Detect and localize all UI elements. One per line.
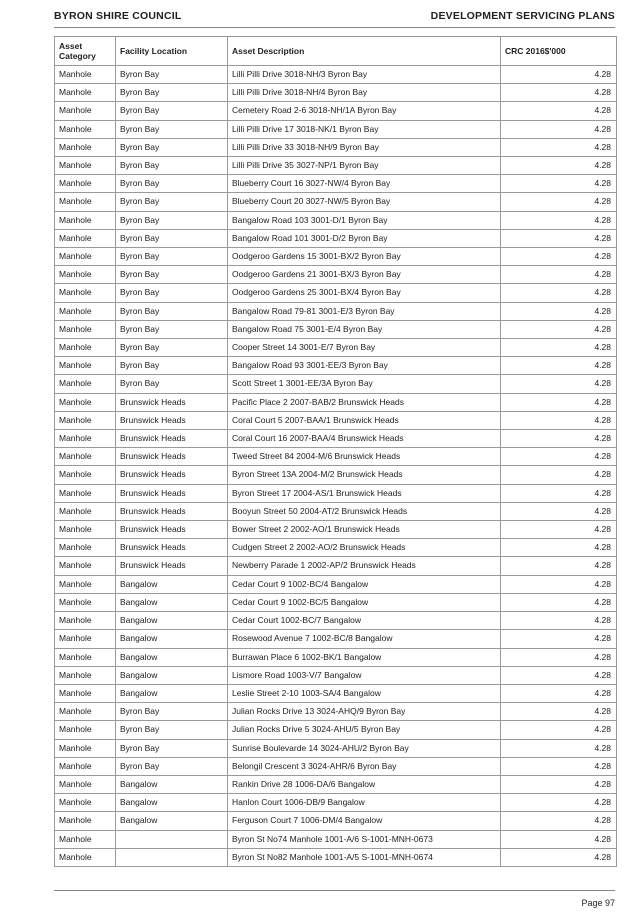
facility-location-cell: Brunswick Heads — [116, 557, 228, 575]
facility-location-cell: Brunswick Heads — [116, 502, 228, 520]
crc-value-cell: 4.28 — [501, 575, 617, 593]
asset-category-cell: Manhole — [55, 248, 116, 266]
asset-category-cell: Manhole — [55, 775, 116, 793]
table-row — [55, 357, 617, 375]
asset-description-cell: Byron St No74 Manhole 1001-A/6 S-1001-MNH-0673 — [228, 830, 501, 848]
asset-description-cell: Byron Street 13A 2004-M/2 Brunswick Heads — [228, 466, 501, 484]
asset-description-cell: Bangalow Road 101 3001-D/2 Byron Bay — [228, 229, 501, 247]
asset-description-cell: Cedar Court 9 1002-BC/5 Bangalow — [228, 593, 501, 611]
crc-value-cell: 4.28 — [501, 484, 617, 502]
crc-value-cell: 4.28 — [501, 812, 617, 830]
table-row — [55, 703, 617, 721]
crc-value-cell: 4.28 — [501, 430, 617, 448]
table-row — [55, 721, 617, 739]
asset-description-cell: Bangalow Road 93 3001-EE/3 Byron Bay — [228, 357, 501, 375]
asset-category-cell: Manhole — [55, 466, 116, 484]
asset-description-cell: Cemetery Road 2-6 3018-NH/1A Byron Bay — [228, 102, 501, 120]
table-row — [55, 339, 617, 357]
table-row — [55, 630, 617, 648]
crc-value-cell: 4.28 — [501, 666, 617, 684]
table-row — [55, 539, 617, 557]
facility-location-cell: Bangalow — [116, 612, 228, 630]
facility-location-cell: Byron Bay — [116, 157, 228, 175]
crc-value-cell: 4.28 — [501, 848, 617, 866]
table-row — [55, 739, 617, 757]
facility-location-cell: Byron Bay — [116, 102, 228, 120]
asset-category-cell: Manhole — [55, 411, 116, 429]
crc-value-cell: 4.28 — [501, 794, 617, 812]
asset-category-cell: Manhole — [55, 448, 116, 466]
table-row — [55, 138, 617, 156]
asset-category-cell: Manhole — [55, 703, 116, 721]
asset-description-cell: Bangalow Road 75 3001-E/4 Byron Bay — [228, 320, 501, 338]
asset-description-cell: Bangalow Road 103 3001-D/1 Byron Bay — [228, 211, 501, 229]
asset-category-cell: Manhole — [55, 339, 116, 357]
facility-location-cell: Byron Bay — [116, 248, 228, 266]
asset-category-cell: Manhole — [55, 739, 116, 757]
asset-category-cell: Manhole — [55, 648, 116, 666]
facility-location-cell: Bangalow — [116, 684, 228, 702]
asset-description-cell: Bangalow Road 79-81 3001-E/3 Byron Bay — [228, 302, 501, 320]
asset-description-cell: Rankin Drive 28 1006-DA/6 Bangalow — [228, 775, 501, 793]
crc-value-cell: 4.28 — [501, 703, 617, 721]
asset-description-cell: Oodgeroo Gardens 15 3001-BX/2 Byron Bay — [228, 248, 501, 266]
facility-location-cell: Brunswick Heads — [116, 521, 228, 539]
facility-location-cell: Byron Bay — [116, 66, 228, 84]
asset-description-cell: Lilli Pilli Drive 3018-NH/3 Byron Bay — [228, 66, 501, 84]
crc-value-cell: 4.28 — [501, 502, 617, 520]
asset-description-cell: Lilli Pilli Drive 3018-NH/4 Byron Bay — [228, 84, 501, 102]
asset-description-cell: Lilli Pilli Drive 33 3018-NH/9 Byron Bay — [228, 138, 501, 156]
table-header-row — [55, 37, 617, 66]
facility-location-cell: Bangalow — [116, 648, 228, 666]
facility-location-cell: Byron Bay — [116, 302, 228, 320]
asset-description-cell: Cedar Court 9 1002-BC/4 Bangalow — [228, 575, 501, 593]
facility-location-cell: Brunswick Heads — [116, 539, 228, 557]
asset-category-cell: Manhole — [55, 502, 116, 520]
asset-category-cell: Manhole — [55, 757, 116, 775]
asset-description-cell: Pacific Place 2 2007-BAB/2 Brunswick Heads — [228, 393, 501, 411]
asset-category-cell: Manhole — [55, 557, 116, 575]
asset-description-cell: Julian Rocks Drive 5 3024-AHU/5 Byron Bay — [228, 721, 501, 739]
asset-description-cell: Coral Court 5 2007-BAA/1 Brunswick Heads — [228, 411, 501, 429]
table-row — [55, 84, 617, 102]
crc-value-cell: 4.28 — [501, 357, 617, 375]
asset-category-cell: Manhole — [55, 830, 116, 848]
crc-value-cell: 4.28 — [501, 539, 617, 557]
facility-location-cell: Byron Bay — [116, 138, 228, 156]
crc-value-cell: 4.28 — [501, 284, 617, 302]
facility-location-cell: Bangalow — [116, 812, 228, 830]
table-row — [55, 557, 617, 575]
table-row — [55, 411, 617, 429]
asset-description-cell: Tweed Street 84 2004-M/6 Brunswick Heads — [228, 448, 501, 466]
asset-category-cell: Manhole — [55, 84, 116, 102]
crc-value-cell: 4.28 — [501, 739, 617, 757]
crc-value-cell: 4.28 — [501, 211, 617, 229]
table-row — [55, 211, 617, 229]
table-row — [55, 612, 617, 630]
asset-category-cell: Manhole — [55, 266, 116, 284]
asset-category-cell: Manhole — [55, 175, 116, 193]
table-row — [55, 575, 617, 593]
asset-category-cell: Manhole — [55, 666, 116, 684]
table-row — [55, 466, 617, 484]
table-row — [55, 120, 617, 138]
facility-location-cell: Brunswick Heads — [116, 484, 228, 502]
asset-category-cell: Manhole — [55, 593, 116, 611]
crc-value-cell: 4.28 — [501, 630, 617, 648]
crc-value-cell: 4.28 — [501, 84, 617, 102]
table-row — [55, 684, 617, 702]
facility-location-cell: Brunswick Heads — [116, 393, 228, 411]
asset-category-cell: Manhole — [55, 138, 116, 156]
column-header-asset-description: Asset Description — [228, 37, 501, 66]
facility-location-cell: Brunswick Heads — [116, 411, 228, 429]
asset-category-cell: Manhole — [55, 302, 116, 320]
table-row — [55, 375, 617, 393]
asset-description-cell: Oodgeroo Gardens 21 3001-BX/3 Byron Bay — [228, 266, 501, 284]
table-row — [55, 484, 617, 502]
asset-category-cell: Manhole — [55, 721, 116, 739]
crc-value-cell: 4.28 — [501, 193, 617, 211]
facility-location-cell — [116, 848, 228, 866]
facility-location-cell — [116, 830, 228, 848]
asset-description-cell: Oodgeroo Gardens 25 3001-BX/4 Byron Bay — [228, 284, 501, 302]
asset-category-cell: Manhole — [55, 794, 116, 812]
page-header — [54, 10, 615, 24]
table-row — [55, 248, 617, 266]
table-row — [55, 502, 617, 520]
crc-value-cell: 4.28 — [501, 302, 617, 320]
table-row — [55, 66, 617, 84]
crc-value-cell: 4.28 — [501, 66, 617, 84]
asset-description-cell: Cudgen Street 2 2002-AO/2 Brunswick Heads — [228, 539, 501, 557]
asset-category-cell: Manhole — [55, 484, 116, 502]
table-row — [55, 521, 617, 539]
asset-category-cell: Manhole — [55, 612, 116, 630]
asset-description-cell: Coral Court 16 2007-BAA/4 Brunswick Heads — [228, 430, 501, 448]
crc-value-cell: 4.28 — [501, 339, 617, 357]
crc-value-cell: 4.28 — [501, 612, 617, 630]
asset-category-cell: Manhole — [55, 320, 116, 338]
asset-category-cell: Manhole — [55, 812, 116, 830]
column-header-crc: CRC 2016$'000 — [501, 37, 617, 66]
asset-category-cell: Manhole — [55, 102, 116, 120]
asset-category-cell: Manhole — [55, 848, 116, 866]
table-row — [55, 430, 617, 448]
asset-description-cell: Byron Street 17 2004-AS/1 Brunswick Heads — [228, 484, 501, 502]
table-row — [55, 848, 617, 866]
crc-value-cell: 4.28 — [501, 248, 617, 266]
asset-description-cell: Belongil Crescent 3 3024-AHR/6 Byron Bay — [228, 757, 501, 775]
crc-value-cell: 4.28 — [501, 448, 617, 466]
asset-description-cell: Cooper Street 14 3001-E/7 Byron Bay — [228, 339, 501, 357]
crc-value-cell: 4.28 — [501, 266, 617, 284]
crc-value-cell: 4.28 — [501, 393, 617, 411]
table-row — [55, 593, 617, 611]
table-row — [55, 266, 617, 284]
asset-category-cell: Manhole — [55, 521, 116, 539]
table-row — [55, 175, 617, 193]
asset-description-cell: Lilli Pilli Drive 35 3027-NP/1 Byron Bay — [228, 157, 501, 175]
crc-value-cell: 4.28 — [501, 521, 617, 539]
asset-description-cell: Blueberry Court 16 3027-NW/4 Byron Bay — [228, 175, 501, 193]
asset-category-cell: Manhole — [55, 684, 116, 702]
asset-category-cell: Manhole — [55, 575, 116, 593]
asset-category-cell: Manhole — [55, 211, 116, 229]
crc-value-cell: 4.28 — [501, 557, 617, 575]
asset-description-cell: Sunrise Boulevarde 14 3024-AHU/2 Byron Bay — [228, 739, 501, 757]
facility-location-cell: Byron Bay — [116, 211, 228, 229]
table-row — [55, 284, 617, 302]
facility-location-cell: Bangalow — [116, 775, 228, 793]
crc-value-cell: 4.28 — [501, 102, 617, 120]
column-header-facility-location: Facility Location — [116, 37, 228, 66]
facility-location-cell: Byron Bay — [116, 739, 228, 757]
facility-location-cell: Bangalow — [116, 593, 228, 611]
facility-location-cell: Byron Bay — [116, 284, 228, 302]
footer-divider — [54, 890, 615, 891]
facility-location-cell: Byron Bay — [116, 721, 228, 739]
asset-description-cell: Bower Street 2 2002-AO/1 Brunswick Heads — [228, 521, 501, 539]
asset-table — [54, 36, 617, 867]
asset-description-cell: Booyun Street 50 2004-AT/2 Brunswick Heads — [228, 502, 501, 520]
asset-category-cell: Manhole — [55, 284, 116, 302]
crc-value-cell: 4.28 — [501, 684, 617, 702]
page-number: Page 97 — [581, 898, 615, 908]
facility-location-cell: Byron Bay — [116, 175, 228, 193]
crc-value-cell: 4.28 — [501, 375, 617, 393]
facility-location-cell: Byron Bay — [116, 339, 228, 357]
crc-value-cell: 4.28 — [501, 229, 617, 247]
facility-location-cell: Bangalow — [116, 666, 228, 684]
asset-category-cell: Manhole — [55, 157, 116, 175]
asset-category-cell: Manhole — [55, 229, 116, 247]
table-row — [55, 794, 617, 812]
asset-description-cell: Scott Street 1 3001-EE/3A Byron Bay — [228, 375, 501, 393]
crc-value-cell: 4.28 — [501, 775, 617, 793]
document-title: DEVELOPMENT SERVICING PLANS — [430, 10, 615, 22]
facility-location-cell: Byron Bay — [116, 703, 228, 721]
header-divider — [54, 27, 615, 28]
facility-location-cell: Brunswick Heads — [116, 430, 228, 448]
table-row — [55, 393, 617, 411]
table-row — [55, 666, 617, 684]
crc-value-cell: 4.28 — [501, 411, 617, 429]
asset-description-cell: Leslie Street 2-10 1003-SA/4 Bangalow — [228, 684, 501, 702]
asset-category-cell: Manhole — [55, 120, 116, 138]
asset-description-cell: Ferguson Court 7 1006-DM/4 Bangalow — [228, 812, 501, 830]
crc-value-cell: 4.28 — [501, 757, 617, 775]
column-header-asset-category: Asset Category — [55, 37, 116, 66]
table-row — [55, 157, 617, 175]
facility-location-cell: Bangalow — [116, 630, 228, 648]
asset-category-cell: Manhole — [55, 539, 116, 557]
crc-value-cell: 4.28 — [501, 138, 617, 156]
facility-location-cell: Byron Bay — [116, 193, 228, 211]
table-row — [55, 229, 617, 247]
facility-location-cell: Bangalow — [116, 575, 228, 593]
table-row — [55, 648, 617, 666]
crc-value-cell: 4.28 — [501, 830, 617, 848]
facility-location-cell: Brunswick Heads — [116, 466, 228, 484]
asset-category-cell: Manhole — [55, 393, 116, 411]
facility-location-cell: Byron Bay — [116, 757, 228, 775]
table-row — [55, 830, 617, 848]
facility-location-cell: Byron Bay — [116, 375, 228, 393]
facility-location-cell: Byron Bay — [116, 266, 228, 284]
crc-value-cell: 4.28 — [501, 120, 617, 138]
facility-location-cell: Byron Bay — [116, 357, 228, 375]
asset-description-cell: Byron St No82 Manhole 1001-A/5 S-1001-MNH-0674 — [228, 848, 501, 866]
table-row — [55, 320, 617, 338]
asset-description-cell: Cedar Court 1002-BC/7 Bangalow — [228, 612, 501, 630]
asset-description-cell: Lilli Pilli Drive 17 3018-NK/1 Byron Bay — [228, 120, 501, 138]
asset-description-cell: Julian Rocks Drive 13 3024-AHQ/9 Byron Bay — [228, 703, 501, 721]
facility-location-cell: Byron Bay — [116, 320, 228, 338]
table-row — [55, 193, 617, 211]
table-row — [55, 302, 617, 320]
facility-location-cell: Byron Bay — [116, 84, 228, 102]
table-row — [55, 757, 617, 775]
asset-description-cell: Rosewood Avenue 7 1002-BC/8 Bangalow — [228, 630, 501, 648]
asset-description-cell: Lismore Road 1003-V/7 Bangalow — [228, 666, 501, 684]
asset-description-cell: Newberry Parade 1 2002-AP/2 Brunswick Heads — [228, 557, 501, 575]
table-row — [55, 448, 617, 466]
asset-category-cell: Manhole — [55, 357, 116, 375]
crc-value-cell: 4.28 — [501, 466, 617, 484]
facility-location-cell: Byron Bay — [116, 120, 228, 138]
facility-location-cell: Byron Bay — [116, 229, 228, 247]
crc-value-cell: 4.28 — [501, 721, 617, 739]
crc-value-cell: 4.28 — [501, 593, 617, 611]
asset-category-cell: Manhole — [55, 66, 116, 84]
crc-value-cell: 4.28 — [501, 175, 617, 193]
table-row — [55, 102, 617, 120]
table-body — [55, 66, 617, 867]
table-row — [55, 812, 617, 830]
asset-category-cell: Manhole — [55, 630, 116, 648]
asset-category-cell: Manhole — [55, 375, 116, 393]
crc-value-cell: 4.28 — [501, 157, 617, 175]
crc-value-cell: 4.28 — [501, 320, 617, 338]
asset-description-cell: Hanlon Court 1006-DB/9 Bangalow — [228, 794, 501, 812]
asset-category-cell: Manhole — [55, 430, 116, 448]
asset-description-cell: Burrawan Place 6 1002-BK/1 Bangalow — [228, 648, 501, 666]
crc-value-cell: 4.28 — [501, 648, 617, 666]
council-name: BYRON SHIRE COUNCIL — [54, 10, 182, 22]
table-row — [55, 775, 617, 793]
asset-description-cell: Blueberry Court 20 3027-NW/5 Byron Bay — [228, 193, 501, 211]
asset-category-cell: Manhole — [55, 193, 116, 211]
facility-location-cell: Bangalow — [116, 794, 228, 812]
facility-location-cell: Brunswick Heads — [116, 448, 228, 466]
